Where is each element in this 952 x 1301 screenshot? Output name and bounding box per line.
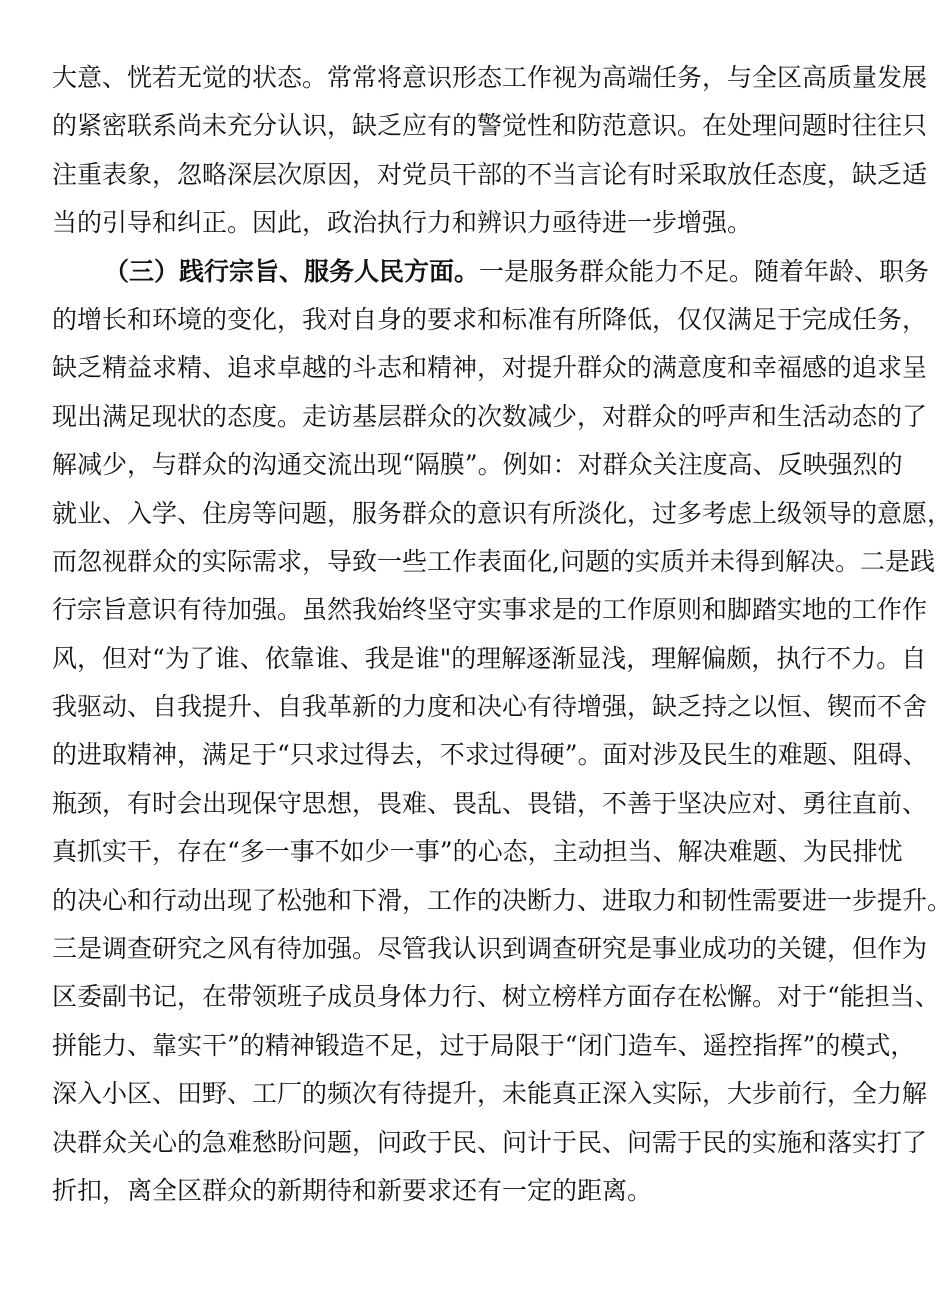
document-body	[52, 54, 952, 1215]
text-line-15: 的进取精神，满足于“只求过得去，不求过得硬”。面对涉及民生的难题、阻碍、	[52, 740, 928, 770]
text-line-22: 深入小区、田野、工厂的频次有待提升，未能真正深入实际，大步前行，全力解	[52, 1079, 928, 1109]
text-line-8: 现出满足现状的态度。走访基层群众的次数减少，对群众的呼声和生活动态的了	[52, 401, 928, 431]
text-line-10: 就业、入学、住房等问题，服务群众的意识有所淡化，过多考虑上级领导的意愿，	[52, 498, 952, 528]
text-line-18: 的决心和行动出现了松弛和下滑，工作的决断力、进取力和韧性需要进一步提升。	[52, 885, 952, 915]
text-line-6: 的增长和环境的变化，我对自身的要求和标准有所降低，仅仅满足于完成任务，	[52, 304, 928, 334]
text-line-1: 大意、恍若无觉的状态。常常将意识形态工作视为高端任务，与全区高质量发展	[52, 63, 928, 92]
text-line-3: 注重表象，忽略深层次原因，对党员干部的不当言论有时采取放任态度，缺乏适	[52, 159, 928, 189]
text-line-19: 三是调查研究之风有待加强。尽管我认识到调查研究是事业成功的关键，但作为	[52, 934, 928, 964]
text-line-11: 而忽视群众的实际需求，导致一些工作表面化,问题的实质并未得到解决。二是践	[52, 546, 935, 576]
section-heading-text: 一是服务群众能力不足。随着年龄、职务	[479, 256, 930, 286]
text-line-20: 区委副书记，在带领班子成员身体力行、树立榜样方面存在松懈。对于“能担当、	[52, 982, 940, 1012]
text-line-13: 风，但对“为了谁、依靠谁、我是谁"的理解逐渐显浅，理解偏颇，执行不力。自	[52, 643, 927, 673]
text-line-2: 的紧密联系尚未充分认识，缺乏应有的警觉性和防范意识。在处理问题时往往只	[52, 111, 928, 141]
text-line-12: 行宗旨意识有待加强。虽然我始终坚守实事求是的工作原则和脚踏实地的工作作	[52, 595, 928, 625]
text-line-24: 折扣，离全区群众的新期待和新要求还有一定的距离。	[52, 1175, 653, 1205]
text-line-23: 决群众关心的急难愁盼问题，问政于民、问计于民、问需于民的实施和落实打了	[52, 1127, 928, 1157]
text-line-9: 解减少，与群众的沟通交流出现“隔膜”。例如：对群众关注度高、反映强烈的	[52, 450, 903, 480]
section-heading: （三）践行宗旨、服务人民方面。	[104, 256, 480, 286]
text-line-7: 缺乏精益求精、追求卓越的斗志和精神，对提升群众的满意度和幸福感的追求呈	[52, 353, 928, 383]
text-line-17: 真抓实干，存在“多一事不如少一事”的心态，主动担当、解决难题、为民排忧	[52, 837, 903, 867]
text-line-16: 瓶颈，有时会出现保守思想，畏难、畏乱、畏错，不善于坚决应对、勇往直前、	[52, 788, 928, 818]
text-line-4: 当的引导和纠正。因此，政治执行力和辨识力亟待进一步增强。	[52, 208, 753, 238]
text-line-14: 我驱动、自我提升、自我革新的力度和决心有待增强，缺乏持之以恒、锲而不舍	[52, 692, 928, 722]
text-line-21: 拼能力、靠实干”的精神锻造不足，过于局限于“闭门造车、遥控指挥”的模式，	[52, 1030, 916, 1060]
section-heading-line	[52, 248, 930, 296]
